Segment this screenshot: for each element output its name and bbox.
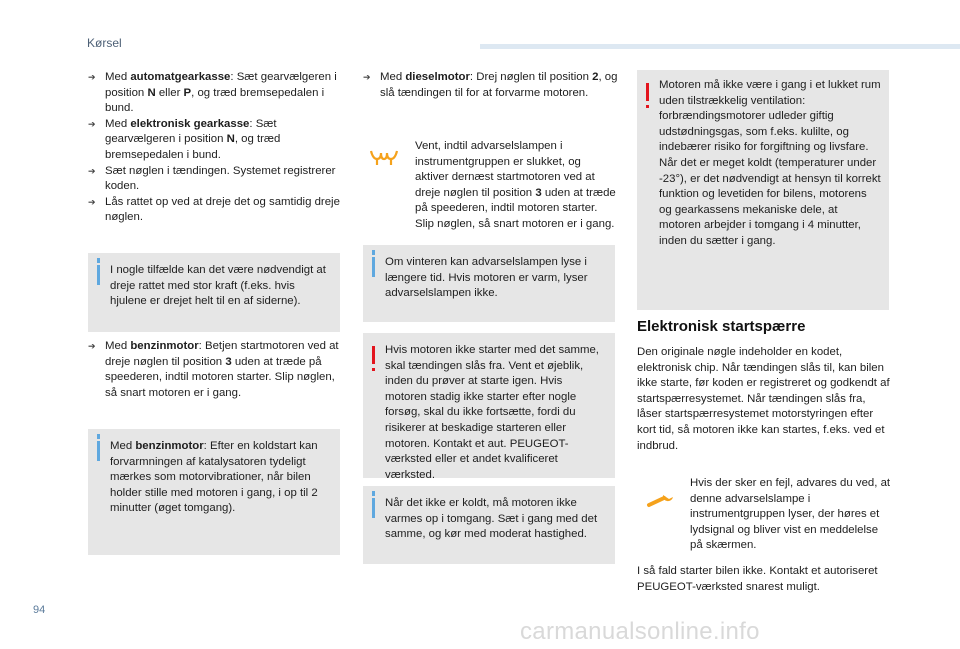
bullet-text: : Sæt gearvælgeren i position xyxy=(105,117,277,146)
arrow-bullet-icon: ➔ xyxy=(363,72,371,82)
warning-box-start xyxy=(363,333,615,481)
bullet-text: Lås rattet op ved at dreje det og samtidig dreje nøglen. xyxy=(105,195,340,224)
info-bar-icon xyxy=(97,434,100,439)
info-bar-icon xyxy=(97,265,100,285)
info-box-steering xyxy=(88,253,340,332)
bullet-bold: N xyxy=(147,86,156,99)
bullet-text: , og træd bremsepedalen i bund. xyxy=(105,86,325,115)
section-title: Elektronisk startspærre xyxy=(637,318,806,335)
bullet-bold: elektronisk gearkasse xyxy=(130,117,250,130)
bullet-bold: dieselmotor xyxy=(405,71,470,83)
immobiliser-paragraph: Den originale nøgle indeholder en kodet, elektronisk chip. Når tændingen slås til, kan bilen ikke starte, før koden er registreret og godkendt af startspærresystemet. Når tændingen slås fra, låser startspærresystemet motorstyringen efter kort tid, så motoren ikke kan startes, f.eks. ved et indbrud. xyxy=(637,346,890,452)
glow-text: Vent, indtil advarselslampen i instrumentgruppen er slukket, og aktiver dernæst startmotoren ved at dreje nøglen til position xyxy=(415,140,595,199)
bullet-benzin xyxy=(88,339,343,401)
warning-exclamation-icon xyxy=(372,368,375,371)
info-box-catalyst xyxy=(88,429,340,555)
info-text: Om vinteren kan advarselslampen lyse i længere tid. Hvis motoren er varm, lyser advarselslampen ikke. xyxy=(385,256,588,300)
info-text: I nogle tilfælde kan det være nødvendigt at dreje rattet med stor kraft (f.eks. hvis hjulene er drejet helt til en af siderne). xyxy=(110,264,326,308)
wrench-text: Hvis der sker en fejl, advares du ved, at denne advarselslampe i instrumentgruppen lyser, der høres et lydsignal og bliver vist en meddelelse på skærmen. xyxy=(690,477,891,552)
bullet-text: Med xyxy=(380,71,406,83)
info-bar-icon xyxy=(372,257,375,277)
section-header-title: Kørsel xyxy=(87,36,122,50)
bullet-bold: benzinmotor xyxy=(130,340,199,352)
info-text: Når det ikke er koldt, må motoren ikke varmes op i tomgang. Sæt i gang med det samme, og kør med moderat hastighed. xyxy=(385,497,598,541)
bullet-electronic xyxy=(88,117,343,164)
bullet-bold: 2 xyxy=(592,71,599,83)
bullet-text: uden at træde på speederen, indtil motoren starter. Slip nøglen, så snart motoren er i gang. xyxy=(105,355,335,399)
bullet-benzin-block xyxy=(88,339,343,401)
warning-exclamation-icon xyxy=(646,105,649,108)
bullet-bold: N xyxy=(226,133,235,146)
glow-plug-icon xyxy=(369,147,399,167)
bullet-text: Sæt nøglen i tændingen. Systemet registrerer koden. xyxy=(105,164,336,193)
bullet-steering xyxy=(88,195,343,226)
bullet-text: : Drej nøglen til position xyxy=(469,71,593,83)
header-bar xyxy=(480,44,960,49)
arrow-bullet-icon: ➔ xyxy=(88,118,96,129)
bullet-text: Med xyxy=(105,117,131,130)
info-box-winter xyxy=(363,245,615,322)
bullet-bold: P xyxy=(183,86,192,99)
page-number: 94 xyxy=(33,604,46,616)
info-text xyxy=(110,439,332,517)
wrench-icon xyxy=(646,491,676,511)
bullet-text: Med xyxy=(105,71,131,83)
info-bar-icon xyxy=(372,498,375,518)
info-bar-icon xyxy=(372,250,375,255)
glow-text-block xyxy=(415,139,617,233)
info-text-part: : Efter en koldstart kan forvarmningen af katalysatoren tydeligt mærkes som motorvibrationer, når bilen holder stille med motoren i gang, i op til 2 minutter (øget tomgang). xyxy=(110,440,318,515)
info-bar-icon xyxy=(97,258,100,263)
bullet-bold: 3 xyxy=(225,355,232,368)
arrow-bullet-icon: ➔ xyxy=(88,341,96,351)
warning-text: Hvis motoren ikke starter med det samme, skal tændingen slås fra. Vent et øjeblik, inden du prøver at starte igen. Hvis motoren stadig ikke starter efter nogle forsøg, skal du ikke fortsætte, fordi du risikerer at beskadige starteren eller motoren. Kontakt et aut. PEUGEOT-værksted eller et andet kvalificeret værksted. xyxy=(385,344,599,481)
bullet-diesel-block xyxy=(363,70,618,101)
glow-text: uden at træde på speederen, indtil motoren starter. Slip nøglen, så snart motoren er i gang. xyxy=(415,186,616,230)
info-text-part: Med xyxy=(110,440,136,452)
bullet-text: Med xyxy=(105,340,131,352)
bullet-text: eller xyxy=(155,86,184,99)
info-bar-icon xyxy=(97,441,100,461)
final-paragraph: I så fald starter bilen ikke. Kontakt et autoriseret PEUGEOT-værksted snarest muligt. xyxy=(637,565,878,593)
warning-exclamation-icon xyxy=(646,83,649,101)
column-1 xyxy=(88,70,343,226)
bullet-text: , og slå tændingen til for at forvarme motoren. xyxy=(380,71,618,99)
bullet-text: , og træd bremsepedalen i bund. xyxy=(105,133,281,161)
warning-exclamation-icon xyxy=(372,346,375,364)
bullet-text: : Sæt gearvælgeren i position xyxy=(105,71,337,99)
arrow-bullet-icon: ➔ xyxy=(88,72,96,82)
warning-box-ventilation xyxy=(637,70,889,310)
bullet-key xyxy=(88,164,343,195)
info-bar-icon xyxy=(372,491,375,496)
watermark: carmanualsonline.info xyxy=(520,618,760,645)
bullet-bold: automatgearkasse xyxy=(130,71,231,83)
bullet-diesel xyxy=(363,70,618,101)
arrow-bullet-icon: ➔ xyxy=(88,196,96,207)
info-box-cold xyxy=(363,486,615,564)
bullet-automatic xyxy=(88,70,343,117)
warning-text: Motoren må ikke være i gang i et lukket rum uden tilstrækkelig ventilation: forbrændingsmotorer udleder giftig udstødningsgas, som f.eks. kulilte, og indebærer risiko for forgiftning og livsfare. Når det er meget koldt (temperaturer under -23°), er det nødvendigt at hensyn til korrekt funktion og levetiden for bilens, motorens og gearkassens mekaniske dele, at motoren arbejder i tomgang i 4 minutter, inden du sætter i gang. xyxy=(659,79,881,247)
info-text-bold: benzinmotor xyxy=(135,440,204,452)
arrow-bullet-icon: ➔ xyxy=(88,165,96,176)
bullet-text: : Betjen startmotoren ved at dreje nøglen til position xyxy=(105,340,339,368)
glow-text-bold: 3 xyxy=(535,186,542,199)
